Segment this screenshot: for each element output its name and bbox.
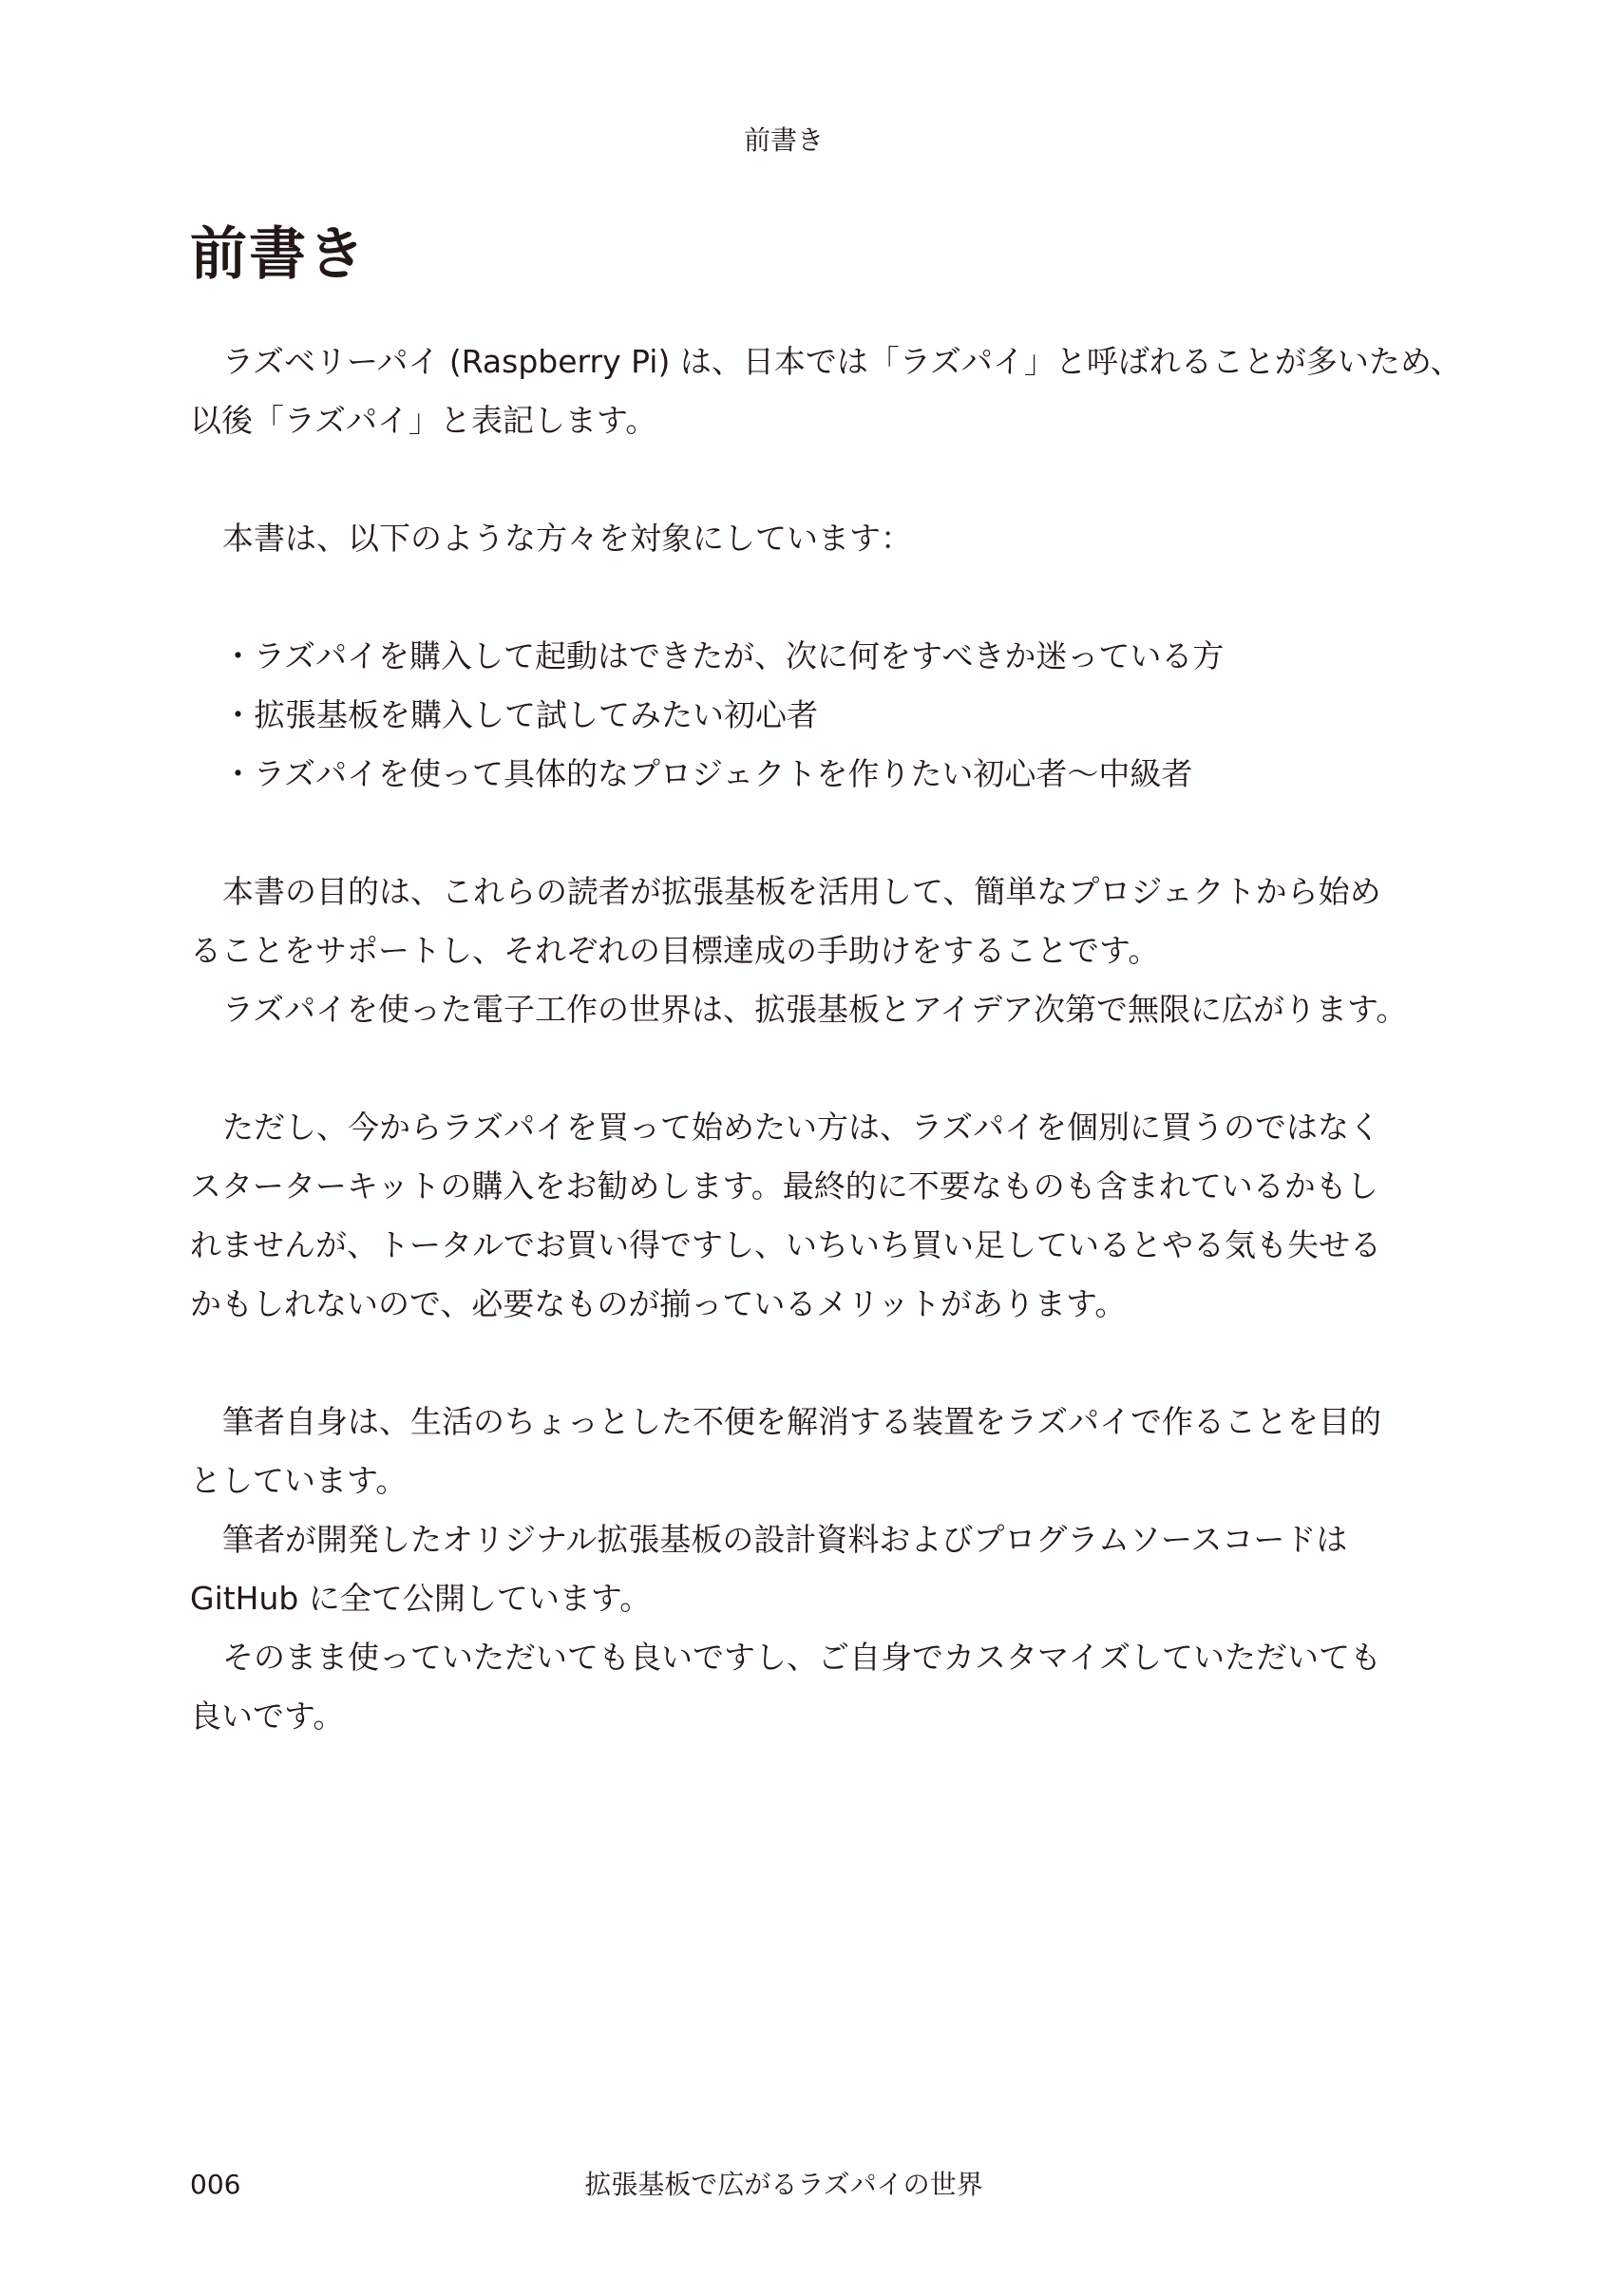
page-number: 006 <box>190 2169 241 2200</box>
paragraph-line: ラズパイを使った電子工作の世界は、拡張基板とアイデア次第で無限に広がります。 <box>222 991 1408 1028</box>
book-title-footer: 拡張基板で広がるラズパイの世界 <box>584 2169 983 2200</box>
paragraph-line: スターターキットの購入をお勧めします。最終的に不要なものも含まれているかもし <box>190 1167 1378 1205</box>
paragraph-line: 筆者自身は、生活のちょっとした不便を解消する装置をラズパイで作ることを目的 <box>222 1403 1382 1440</box>
paragraph-line: ただし、今からラズパイを買って始めたい方は、ラズパイを個別に買うのではなく <box>222 1109 1381 1146</box>
paragraph-line: ラズベリーパイ (Raspberry Pi) は、日本では「ラズパイ」と呼ばれることが多いため、 <box>222 343 1462 380</box>
paragraph-gap <box>190 450 1425 509</box>
paragraph-gap <box>190 804 1425 863</box>
paragraph-line: 筆者が開発したオリジナル拡張基板の設計資料およびプログラムソースコードは <box>222 1521 1348 1558</box>
paragraph-line: ることをサポートし、それぞれの目標達成の手助けをすることです。 <box>190 932 1160 969</box>
paragraph-line: れませんが、トータルでお買い得ですし、いちいち買い足しているとやる気も失せる <box>190 1226 1381 1263</box>
body-text <box>190 332 1462 1746</box>
paragraph-line: 本書は、以下のような方々を対象にしています： <box>222 520 912 557</box>
paragraph-line: 以後「ラズパイ」と表記します。 <box>190 402 657 439</box>
paragraph-line: そのまま使っていただいても良いですし、ご自身でカスタマイズしていただいても <box>222 1639 1382 1676</box>
paragraph-gap <box>190 568 1425 627</box>
paragraph-line: としています。 <box>190 1462 408 1499</box>
bullet-item: ・ラズパイを購入して起動はできたが、次に何をすべきか迷っている方 <box>222 637 1225 674</box>
paragraph-gap <box>190 1039 1425 1098</box>
paragraph-line: GitHub に全て公開しています。 <box>190 1580 652 1617</box>
paragraph-gap <box>190 1334 1425 1393</box>
bullet-item: ・ラズパイを使って具体的なプロジェクトを作りたい初心者〜中級者 <box>222 755 1193 792</box>
bullet-item: ・拡張基板を購入して試してみたい初心者 <box>222 696 818 733</box>
paragraph-line: 本書の目的は、これらの読者が拡張基板を活用して、簡単なプロジェクトから始め <box>222 873 1381 910</box>
running-header: 前書き <box>743 124 824 156</box>
paragraph-line: かもしれないので、必要なものが揃っているメリットがあります。 <box>190 1285 1127 1322</box>
chapter-title: 前書き <box>190 221 367 288</box>
paragraph-line: 良いです。 <box>190 1698 345 1735</box>
